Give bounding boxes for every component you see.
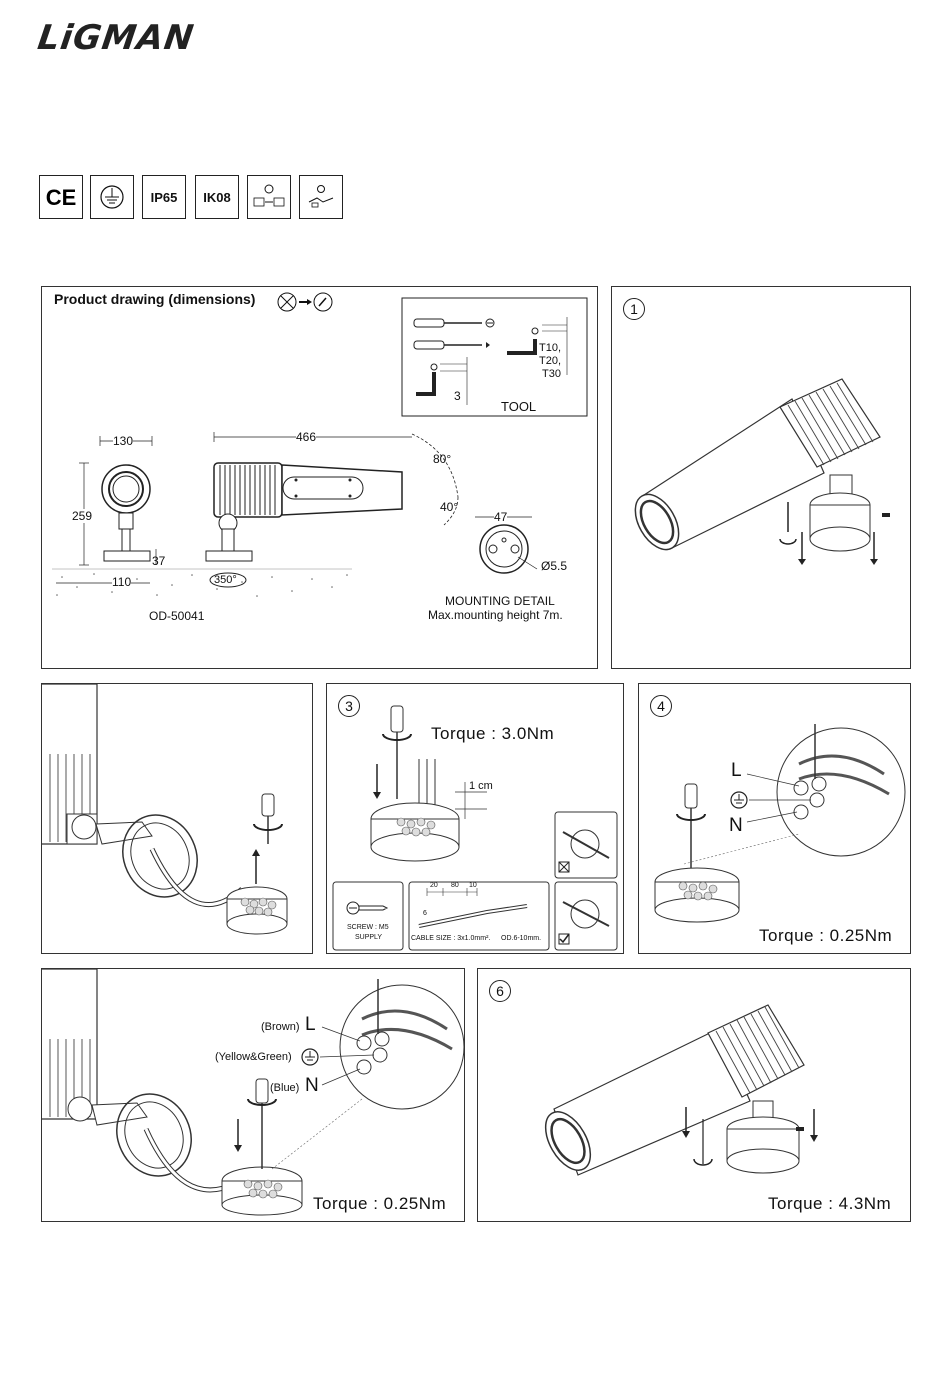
- step-4-number: 4: [650, 695, 672, 717]
- step-4-torque: Torque : 0.25Nm: [759, 926, 893, 945]
- tilt-40: 40°: [440, 500, 459, 514]
- dim-height-37: 37: [152, 554, 166, 568]
- neutral-terminal-label: N: [729, 815, 743, 836]
- cable-dim-20: 20: [430, 882, 438, 889]
- brown-wire-label: (Brown): [261, 1021, 300, 1033]
- fixture-side-view: [206, 463, 402, 561]
- step-3-illustration: [327, 684, 625, 955]
- fixture-front-view: [102, 465, 150, 561]
- step-5-neutral-label: N: [305, 1075, 319, 1096]
- model-number: OD-50041: [149, 609, 205, 623]
- step-2-illustration: [42, 684, 314, 955]
- ik08-badge: [195, 175, 239, 219]
- svg-text:CE: CE: [45, 185, 77, 210]
- screwdriver-flat-icon: [414, 319, 494, 327]
- step-3-number: 3: [338, 695, 360, 717]
- live-terminal-label: L: [731, 760, 742, 781]
- dim-length-466: 466: [296, 430, 317, 444]
- ce-mark-icon: [39, 175, 83, 219]
- dim-height-259: 259: [72, 509, 93, 523]
- tool-label: TOOL: [501, 399, 537, 414]
- ik08-text: IK08: [203, 189, 231, 205]
- step-4-illustration: [639, 684, 912, 955]
- step-6-torque: Torque : 4.3Nm: [768, 1194, 892, 1213]
- cable-dim-80: 80: [451, 882, 459, 889]
- product-drawing-title: Product drawing (dimensions): [54, 291, 256, 307]
- step-5-panel: [41, 968, 465, 1222]
- strip-length: 1 cm: [469, 780, 493, 792]
- tilt-80: 80°: [433, 452, 452, 466]
- step-6-number: 6: [489, 980, 511, 1002]
- cable-dim-10: 10: [469, 882, 477, 889]
- yellow-green-wire-label: (Yellow&Green): [215, 1051, 292, 1063]
- step-3-torque: Torque : 3.0Nm: [431, 724, 555, 743]
- step-4-panel: [638, 683, 911, 954]
- mounting-height-note: Max.mounting height 7m.: [428, 608, 563, 622]
- hole-diameter: Ø5.5: [541, 559, 568, 573]
- step-5-illustration: [42, 969, 466, 1223]
- blue-wire-label: (Blue): [270, 1082, 300, 1094]
- dim-base-110: 110: [112, 575, 132, 589]
- screwdriver-torx-icon: [414, 341, 490, 349]
- cable-dim-6: 6: [423, 910, 427, 917]
- screw-spec: SCREW : M5: [347, 924, 389, 931]
- cable-od: OD.6-10mm.: [501, 935, 542, 942]
- earth-symbol-icon: [90, 175, 134, 219]
- step-6-illustration: [478, 969, 912, 1223]
- step-6-panel: [477, 968, 911, 1222]
- rotation-350: 350°: [214, 574, 237, 586]
- connection-symbol-icon: [299, 175, 343, 219]
- tool-swap-icon: [278, 293, 332, 311]
- step-1-illustration: [612, 287, 912, 670]
- step-3-panel: [326, 683, 624, 954]
- step-2-panel: [41, 683, 313, 954]
- brand-logo: LiGMAN: [35, 18, 197, 58]
- dim-width-130: 130: [113, 434, 134, 448]
- ip65-text: IP65: [150, 189, 178, 205]
- mounting-detail-title: MOUNTING DETAIL: [445, 594, 555, 608]
- step-1-panel: [611, 286, 911, 669]
- product-drawing-panel: [41, 286, 598, 669]
- dim-mount-47: 47: [494, 510, 508, 524]
- ip65-badge: [142, 175, 186, 219]
- screw-supply: SUPPLY: [355, 934, 383, 941]
- torx-sizes: T10, T20, T30: [539, 342, 562, 380]
- step-5-torque: Torque : 0.25Nm: [313, 1194, 447, 1213]
- voltage-symbol-icon: [247, 175, 291, 219]
- tool-dimension: 3: [454, 389, 461, 403]
- cable-size: CABLE SIZE : 3x1.0mm².: [411, 935, 491, 942]
- step-5-live-label: L: [305, 1014, 316, 1035]
- mounting-detail-base: [475, 517, 537, 573]
- step-1-number: 1: [623, 298, 645, 320]
